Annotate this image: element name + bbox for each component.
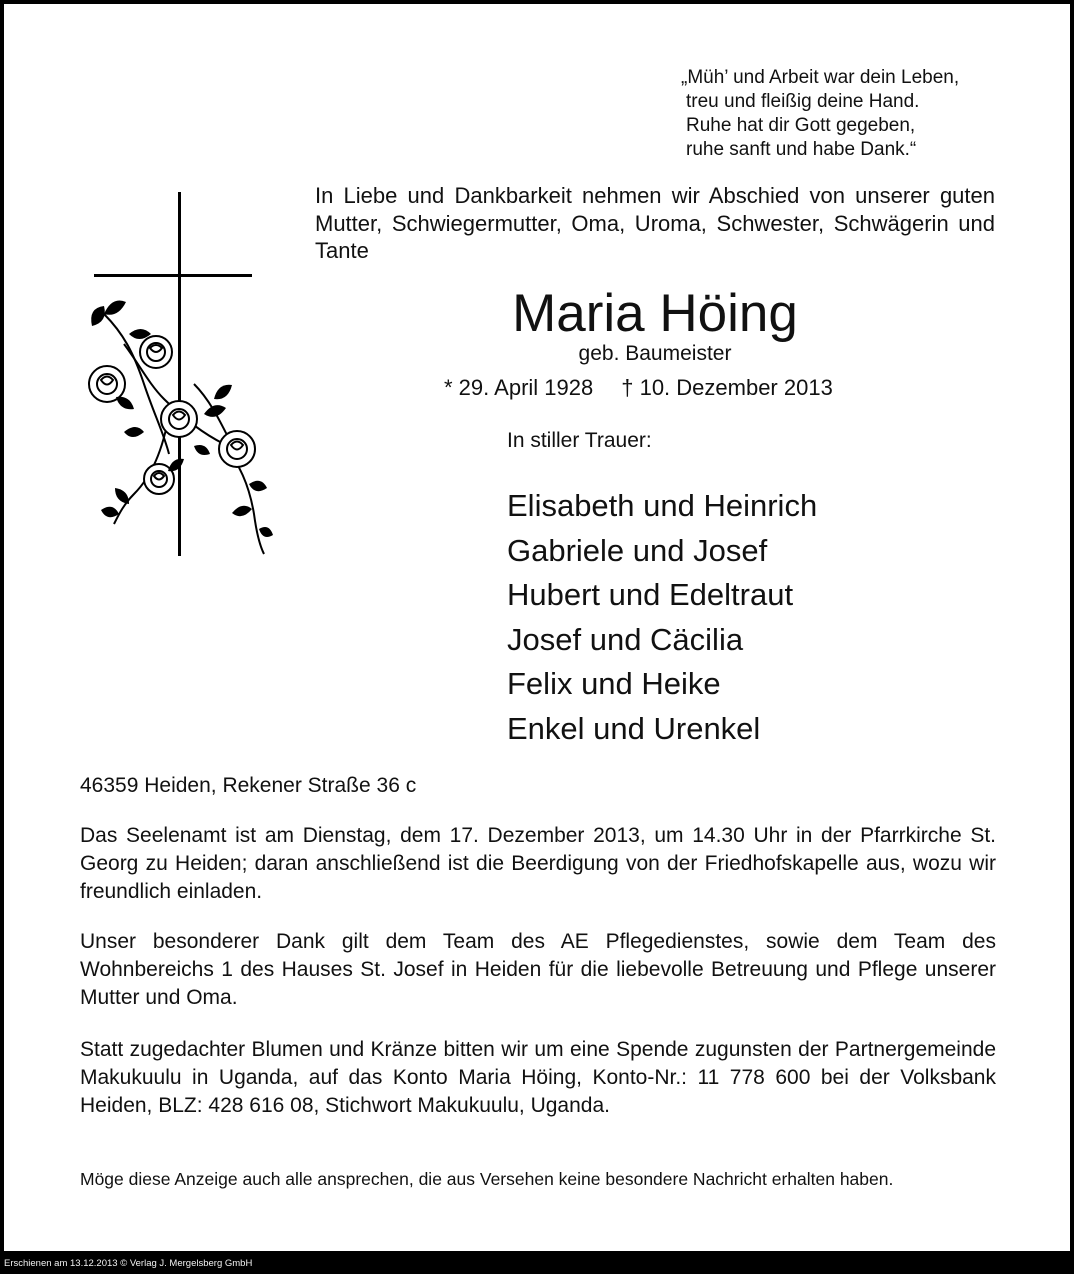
mourner: Enkel und Urenkel [507,710,761,746]
funeral-service-paragraph: Das Seelenamt ist am Dienstag, dem 17. Dezember 2013, um 14.30 Uhr in der Pfarrkirche St. Georg zu Heiden; daran anschließend ist die Beerdigung von der Friedhofskapelle aus, wozu wir freundlich einladen. [80,824,996,903]
family-address: 46359 Heiden, Rekener Straße 36 c [80,774,417,797]
donation-paragraph: Statt zugedachter Blumen und Kränze bitten wir um eine Spende zugunsten der Partnergemeinde Makukuulu in Uganda, auf das Konto Maria Höing, Konto-Nr.: 11 778 600 bei der Volksbank Heiden, BLZ: 428 616 08, Stichwort Makukuulu, Uganda. [80,1038,996,1117]
epitaph-quote [681,66,959,162]
death-date: † 10. Dezember 2013 [621,375,833,400]
notice-note: Möge diese Anzeige auch alle ansprechen, die aus Versehen keine besondere Nachricht erhalten haben. [80,1169,894,1189]
mourner: Gabriele und Josef [507,532,768,568]
intro-text: In Liebe und Dankbarkeit nehmen wir Abschied von unserer guten Mutter, Schwiegermutter, Oma, Uroma, Schwester, Schwägerin und Tante [315,183,995,263]
deceased-name: Maria Höing [512,284,798,343]
cross-with-roses-icon [74,184,284,564]
quote-line: Ruhe hat dir Gott gegeben, [686,115,916,136]
mourners-list [507,484,817,752]
thanks-paragraph: Unser besonderer Dank gilt dem Team des AE Pflegedienstes, sowie dem Team des Wohnbereichs 1 des Hauses St. Josef in Heiden für die liebevolle Betreuung und Pflege unserer Mutter und Oma. [80,930,996,1009]
mourner: Elisabeth und Heinrich [507,488,818,523]
mourning-label: In stiller Trauer: [507,429,652,452]
mourner: Josef und Cäcilia [507,621,744,657]
quote-line: ruhe sanft und habe Dank.“ [686,139,917,160]
quote-line: „Müh’ und Arbeit war dein Leben, [681,67,960,88]
obituary-notice [4,4,1070,1251]
mourner: Hubert und Edeltraut [507,577,794,613]
quote-line: treu und fleißig deine Hand. [686,91,920,112]
birth-date: * 29. April 1928 [444,375,594,400]
publication-footer: Erschienen am 13.12.2013 © Verlag J. Mergelsberg GmbH [4,1258,253,1269]
mourner: Felix und Heike [507,666,721,702]
life-dates [444,373,833,403]
maiden-name: geb. Baumeister [578,342,732,365]
